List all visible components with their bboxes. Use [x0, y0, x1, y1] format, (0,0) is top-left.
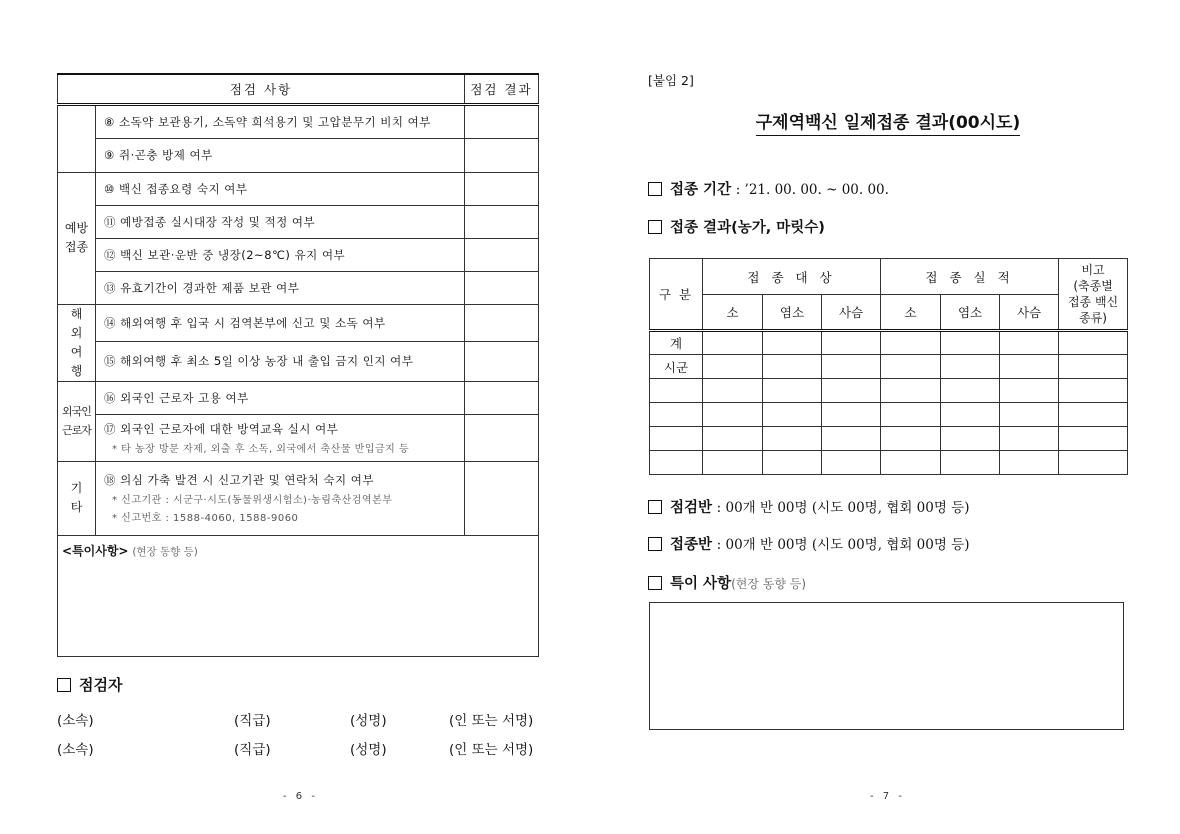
- result-cell[interactable]: [465, 104, 539, 138]
- division-header: 구 분: [650, 259, 703, 331]
- category-label: 기 타: [70, 481, 83, 514]
- table-row: [650, 403, 1128, 427]
- result-cell[interactable]: [465, 381, 539, 414]
- data-cell[interactable]: [881, 355, 941, 379]
- table-row: [58, 104, 539, 138]
- data-cell[interactable]: [881, 427, 941, 451]
- vaccination-result-section: [648, 216, 825, 237]
- result-cell[interactable]: [465, 461, 539, 535]
- table-row: [58, 205, 539, 238]
- seal-label: (인 또는 서명): [449, 713, 534, 729]
- data-cell[interactable]: [703, 451, 763, 475]
- result-heading: 접종 결과(농가, 마릿수): [670, 220, 825, 236]
- check-item: ⑰ 외국인 근로자에 대한 방역교육 실시 여부: [104, 421, 339, 436]
- result-cell[interactable]: [465, 138, 539, 172]
- special-notes-label: 특이 사항: [670, 576, 732, 592]
- check-item: ⑪ 예방접종 실시대장 작성 및 적정 여부: [96, 205, 465, 238]
- result-cell[interactable]: [465, 238, 539, 271]
- result-cell[interactable]: [465, 172, 539, 205]
- data-cell[interactable]: [822, 379, 881, 403]
- actual-header: 접 종 실 적: [881, 259, 1059, 295]
- vaccination-team-value: : 00개 반 00명 (시도 00명, 협회 00명 등): [716, 537, 970, 553]
- header-items: 점검 사항: [58, 74, 465, 104]
- result-cell[interactable]: [465, 414, 539, 461]
- table-row: [58, 342, 539, 381]
- table-row: [650, 451, 1128, 475]
- data-cell[interactable]: [822, 451, 881, 475]
- data-cell[interactable]: [763, 379, 822, 403]
- data-cell[interactable]: [941, 379, 1000, 403]
- checkbox-square-icon: [648, 537, 662, 551]
- special-notes-title: <특이사항>: [62, 543, 129, 558]
- row-label[interactable]: [650, 451, 703, 475]
- item-note: * 타 농장 방문 자제, 외출 후 소독, 외국에서 축산물 반입금지 등: [112, 443, 410, 455]
- table-row: [58, 304, 539, 342]
- data-cell[interactable]: [1059, 355, 1128, 379]
- special-notes-cell[interactable]: [58, 535, 539, 656]
- target-header: 접 종 대 상: [703, 259, 881, 295]
- check-item: ⑧ 소독약 보관용기, 소독약 희석용기 및 고압분무기 비치 여부: [96, 104, 465, 138]
- affiliation-label: (소속): [57, 713, 94, 729]
- special-notes-section: [648, 572, 806, 593]
- data-cell[interactable]: [703, 403, 763, 427]
- data-cell[interactable]: [941, 427, 1000, 451]
- check-item: ⑯ 외국인 근로자 고용 여부: [96, 381, 465, 414]
- data-cell[interactable]: [941, 451, 1000, 475]
- inspector-section-title: [57, 674, 122, 695]
- check-item: ⑩ 백신 접종요령 숙지 여부: [96, 172, 465, 205]
- data-cell[interactable]: [703, 355, 763, 379]
- sub-header-deer: 사슴: [822, 295, 881, 331]
- special-notes-hint: (현장 동향 등): [132, 545, 198, 558]
- check-item-with-note: [96, 414, 465, 461]
- sub-header-deer: 사슴: [1000, 295, 1059, 331]
- checkbox-square-icon: [648, 576, 662, 590]
- data-cell[interactable]: [1000, 451, 1059, 475]
- data-cell[interactable]: [1059, 379, 1128, 403]
- data-cell[interactable]: [703, 427, 763, 451]
- attachment-label: [붙임 2]: [648, 73, 694, 88]
- result-header-row: [650, 259, 1128, 295]
- category-etc: [58, 461, 96, 535]
- data-cell[interactable]: [1000, 379, 1059, 403]
- result-cell[interactable]: [465, 205, 539, 238]
- row-label: 시군: [650, 355, 703, 379]
- checkbox-square-icon: [648, 182, 662, 196]
- result-cell[interactable]: [465, 304, 539, 342]
- special-notes-row: [58, 535, 539, 656]
- check-team-section: [648, 496, 969, 517]
- item-note: * 신고기관 : 시군구·시도(동물위생시험소)·농림축산검역본부: [112, 495, 393, 506]
- table-row: [58, 461, 539, 535]
- checkbox-square-icon: [648, 220, 662, 234]
- data-cell[interactable]: [703, 331, 763, 355]
- check-team-value: : 00개 반 00명 (시도 00명, 협회 00명 등): [716, 500, 970, 516]
- check-item: ⑬ 유효기간이 경과한 제품 보관 여부: [96, 271, 465, 304]
- result-subheader-row: [650, 295, 1128, 331]
- data-cell[interactable]: [763, 355, 822, 379]
- vaccination-period-section: [648, 178, 889, 199]
- seal-label: (인 또는 서명): [449, 742, 534, 758]
- check-item: ⑭ 해외여행 후 입국 시 검역본부에 신고 및 소독 여부: [96, 304, 465, 342]
- data-cell[interactable]: [941, 355, 1000, 379]
- data-cell[interactable]: [1000, 355, 1059, 379]
- data-cell[interactable]: [881, 451, 941, 475]
- data-cell[interactable]: [1000, 403, 1059, 427]
- data-cell[interactable]: [763, 331, 822, 355]
- table-row: [650, 355, 1128, 379]
- data-cell[interactable]: [941, 331, 1000, 355]
- inspection-checklist-table: [57, 73, 539, 657]
- table-row: [650, 427, 1128, 451]
- data-cell[interactable]: [763, 403, 822, 427]
- check-item: ⑮ 해외여행 후 최소 5일 이상 농장 내 출입 금지 인지 여부: [96, 342, 465, 381]
- check-team-label: 점검반: [670, 500, 713, 516]
- data-cell[interactable]: [822, 331, 881, 355]
- check-item: ⑨ 쥐·곤충 방제 여부: [96, 138, 465, 172]
- vaccination-team-label: 접종반: [670, 537, 713, 553]
- category-label: 외국인 근로자: [62, 405, 91, 437]
- row-label[interactable]: [650, 427, 703, 451]
- data-cell[interactable]: [763, 451, 822, 475]
- table-row: [650, 379, 1128, 403]
- data-cell[interactable]: [703, 379, 763, 403]
- sub-header-goat: 염소: [941, 295, 1000, 331]
- sub-header-cattle: 소: [881, 295, 941, 331]
- table-row: [58, 172, 539, 205]
- table-row: [58, 381, 539, 414]
- checklist-header-row: [58, 74, 539, 104]
- table-row: [58, 271, 539, 304]
- item-note: * 신고번호 : 1588-4060, 1588-9060: [112, 513, 299, 524]
- result-cell[interactable]: [465, 271, 539, 304]
- check-item: ⑫ 백신 보관·운반 중 냉장(2~8℃) 유지 여부: [96, 238, 465, 271]
- data-cell[interactable]: [881, 379, 941, 403]
- data-cell[interactable]: [1059, 331, 1128, 355]
- sub-header-goat: 염소: [763, 295, 822, 331]
- special-notes-box[interactable]: [649, 602, 1124, 730]
- note-header: [1059, 259, 1128, 331]
- checkbox-square-icon: [57, 678, 71, 692]
- checkbox-square-icon: [648, 500, 662, 514]
- rank-label: (직급): [234, 742, 271, 758]
- row-label: 계: [650, 331, 703, 355]
- sub-header-cattle: 소: [703, 295, 763, 331]
- table-row: [58, 138, 539, 172]
- data-cell[interactable]: [1059, 403, 1128, 427]
- data-cell[interactable]: [763, 427, 822, 451]
- result-cell[interactable]: [465, 342, 539, 381]
- header-result: 점검 결과: [465, 74, 539, 104]
- category-label: 해 외 여 행: [70, 306, 83, 378]
- data-cell[interactable]: [881, 403, 941, 427]
- vaccination-result-table: [649, 258, 1128, 475]
- data-cell[interactable]: [1059, 451, 1128, 475]
- table-row: [58, 414, 539, 461]
- data-cell[interactable]: [822, 427, 881, 451]
- page-number-left: - 6 -: [283, 791, 318, 802]
- name-label: (성명): [350, 713, 387, 729]
- data-cell[interactable]: [1000, 427, 1059, 451]
- table-row: [58, 238, 539, 271]
- data-cell[interactable]: [881, 331, 941, 355]
- category-blank: [58, 104, 96, 172]
- data-cell[interactable]: [1059, 427, 1128, 451]
- data-cell[interactable]: [822, 403, 881, 427]
- period-label: 접종 기간: [670, 182, 732, 198]
- vaccination-team-section: [648, 533, 969, 554]
- page-number-right: - 7 -: [870, 791, 905, 802]
- row-label[interactable]: [650, 403, 703, 427]
- data-cell[interactable]: [1000, 331, 1059, 355]
- name-label: (성명): [350, 742, 387, 758]
- category-label: 예방 접종: [64, 221, 89, 254]
- table-row: [650, 331, 1128, 355]
- inspector-title-text: 점검자: [79, 676, 123, 694]
- note-header-text: 비고 (축종별 접종 백신 종류): [1067, 263, 1119, 325]
- check-item-with-note: [96, 461, 465, 535]
- category-foreign-workers: [58, 381, 96, 461]
- document-title: [648, 108, 1128, 133]
- category-overseas: [58, 304, 96, 381]
- row-label[interactable]: [650, 379, 703, 403]
- check-item: ⑱ 의심 가축 발견 시 신고기관 및 연락처 숙지 여부: [104, 473, 374, 487]
- special-notes-hint: (현장 동향 등): [731, 577, 807, 591]
- period-value: : ’21. 00. 00. ~ 00. 00.: [735, 182, 889, 198]
- rank-label: (직급): [234, 713, 271, 729]
- data-cell[interactable]: [941, 403, 1000, 427]
- document-title-text: 구제역백신 일제접종 결과(00시도): [756, 113, 1021, 136]
- affiliation-label: (소속): [57, 742, 94, 758]
- category-vaccination: [58, 172, 96, 304]
- data-cell[interactable]: [822, 355, 881, 379]
